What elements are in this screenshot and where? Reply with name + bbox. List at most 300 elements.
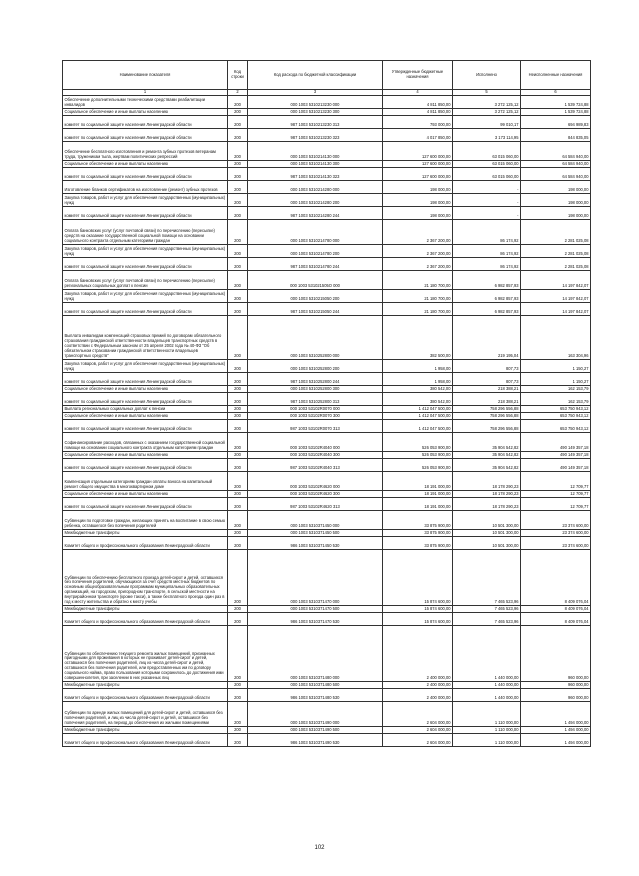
row-remaining-cell: 490 149 357,18 [521, 452, 591, 459]
row-executed-cell: 86 174,92 [453, 220, 521, 245]
row-budget-code-cell: 000 1003 531021505О 000 [248, 271, 383, 290]
row-approved-cell: 2 604 000,00 [383, 734, 453, 747]
row-budget-code-cell: 986 1003 5310371470 530 [248, 613, 383, 626]
row-name-cell: комитет по социальной защите населения Ленинградской области [63, 258, 228, 271]
row-line-code-cell: 200 [228, 511, 248, 530]
row-executed-cell: 7 465 523,96 [453, 606, 521, 613]
row-budget-code-cell: 986 1003 5310371450 530 [248, 537, 383, 550]
row-approved-cell: 21 180 700,00 [383, 290, 453, 303]
row-line-code-cell: 200 [228, 452, 248, 459]
row-executed-cell: 1 110 000,00 [453, 702, 521, 727]
table-row [63, 168, 591, 181]
row-name-cell: Субвенции по обеспечению бесплатного проезда детей-сирот и детей, оставшихся без попечения родителей, обучающихся за счет средств местных бюджетов по основным общеобразовательным программам муниципальных образовательных организаций, на городском, пригородном транспорте, в сельской местности на внутрирайонном транспорте (кроме такси), а также бесплатного проезда один раз в год к месту жительства и обратно к месту учебы [63, 550, 228, 606]
row-name-cell: комитет по социальной защите населения Ленинградской области [63, 207, 228, 220]
row-name-cell: комитет по социальной защите населения Ленинградской области [63, 393, 228, 406]
row-approved-cell: 382 500,00 [383, 316, 453, 360]
row-remaining-cell: 8 409 076,04 [521, 606, 591, 613]
row-approved-cell: 15 874 600,00 [383, 606, 453, 613]
row-executed-cell: 63 015 060,00 [453, 142, 521, 161]
row-executed-cell: 1 110 000,00 [453, 734, 521, 747]
row-remaining-cell: 960 000,00 [521, 626, 591, 682]
row-line-code-cell: 200 [228, 245, 248, 258]
row-line-code-cell: 200 [228, 207, 248, 220]
table-row [63, 109, 591, 116]
header-line-code: Код строки [228, 61, 248, 90]
row-name-cell: Комитет общего и профессионального образования Ленинградской области [63, 689, 228, 702]
header-indicator-name: Наименование показателя [63, 61, 228, 90]
row-approved-cell: 127 600 000,00 [383, 168, 453, 181]
row-executed-cell: 10 501 300,00 [453, 530, 521, 537]
table-row [63, 373, 591, 386]
column-number: 2 [228, 90, 248, 96]
row-executed-cell: 1 110 000,00 [453, 727, 521, 734]
row-approved-cell: 2 400 000,00 [383, 626, 453, 682]
row-line-code-cell: 200 [228, 373, 248, 386]
row-approved-cell: 15 874 600,00 [383, 613, 453, 626]
table-row [63, 498, 591, 511]
row-approved-cell: 127 600 000,00 [383, 161, 453, 168]
table-row [63, 550, 591, 606]
row-line-code-cell: 200 [228, 734, 248, 747]
row-line-code-cell: 200 [228, 109, 248, 116]
row-executed-cell: 10 501 300,00 [453, 511, 521, 530]
row-name-cell: Комитет общего и профессионального образования Ленинградской области [63, 734, 228, 747]
row-remaining-cell: 653 750 943,12 [521, 406, 591, 413]
row-remaining-cell: 12 709,77 [521, 472, 591, 491]
row-remaining-cell: 490 149 357,18 [521, 459, 591, 472]
row-executed-cell: - [453, 181, 521, 194]
row-budget-code-cell: 987 1003 5310252800 244 [248, 373, 383, 386]
row-budget-code-cell: 987 1003 5310214280 244 [248, 207, 383, 220]
row-name-cell: Межбюджетные трансферты [63, 727, 228, 734]
row-budget-code-cell: 000 1003 5310371470 500 [248, 606, 383, 613]
row-executed-cell: 63 015 060,00 [453, 161, 521, 168]
row-line-code-cell: 200 [228, 142, 248, 161]
row-executed-cell: 3 272 125,12 [453, 109, 521, 116]
row-approved-cell: 198 000,00 [383, 181, 453, 194]
row-budget-code-cell: 000 1003 5310371490 000 [248, 702, 383, 727]
row-budget-code-cell: 000 1003 53102R4040 000 [248, 433, 383, 452]
row-approved-cell: 2 400 000,00 [383, 689, 453, 702]
header-remaining: Неисполненные назначения [521, 61, 591, 90]
row-name-cell: Софинансирование расходов, связанных с оказанием государственной социальной помощи на основании социального контракта отдельным категориям граждан [63, 433, 228, 452]
table-row [63, 413, 591, 420]
row-budget-code-cell: 000 1003 5310252800 300 [248, 386, 383, 393]
row-name-cell: Изготовление бланков сертификатов на изготовление (ремонт) зубных протезов [63, 181, 228, 194]
row-approved-cell: 33 875 900,00 [383, 530, 453, 537]
row-remaining-cell: 14 197 842,07 [521, 303, 591, 316]
row-executed-cell: - [453, 194, 521, 207]
table-row [63, 433, 591, 452]
row-executed-cell: 3 173 114,95 [453, 129, 521, 142]
row-line-code-cell: 200 [228, 682, 248, 689]
row-executed-cell: 35 904 542,82 [453, 459, 521, 472]
row-approved-cell: 1 412 047 500,00 [383, 406, 453, 413]
row-line-code-cell: 200 [228, 303, 248, 316]
table-row [63, 626, 591, 682]
row-line-code-cell: 200 [228, 472, 248, 491]
row-line-code-cell: 200 [228, 413, 248, 420]
row-executed-cell: 758 296 556,88 [453, 420, 521, 433]
row-line-code-cell: 200 [228, 393, 248, 406]
row-approved-cell: 2 367 200,00 [383, 258, 453, 271]
row-approved-cell: 1 412 047 500,00 [383, 420, 453, 433]
column-number: 6 [521, 90, 591, 96]
row-approved-cell: 2 604 000,00 [383, 702, 453, 727]
row-remaining-cell: 14 197 842,07 [521, 271, 591, 290]
row-line-code-cell: 200 [228, 433, 248, 452]
row-executed-cell: 1 440 000,00 [453, 626, 521, 682]
row-approved-cell: 4 017 850,00 [383, 129, 453, 142]
table-row [63, 406, 591, 413]
row-line-code-cell: 200 [228, 606, 248, 613]
table-row [63, 290, 591, 303]
row-name-cell: комитет по социальной защите населения Ленинградской области [63, 168, 228, 181]
row-budget-code-cell: 000 1003 5310214130 300 [248, 161, 383, 168]
row-approved-cell: 15 874 600,00 [383, 550, 453, 606]
table-row [63, 271, 591, 290]
row-budget-code-cell: 000 1003 5310214130 000 [248, 142, 383, 161]
row-remaining-cell: 490 149 357,18 [521, 433, 591, 452]
row-approved-cell: 198 000,00 [383, 207, 453, 220]
row-name-cell: Выплата инвалидам компенсаций страховых премий по договорам обязательного страхования гражданской ответственности владельцев транспортных средств в соответствии с Федеральным законом от 25 апреля 2002 года № 40-ФЗ "Об обязательном страховании гражданской ответственности владельцев транспортных средств" [63, 316, 228, 360]
row-remaining-cell: 1 539 724,88 [521, 109, 591, 116]
row-executed-cell: 758 296 556,88 [453, 413, 521, 420]
row-budget-code-cell: 000 1003 5310371450 000 [248, 511, 383, 530]
table-row [63, 142, 591, 161]
row-remaining-cell: 198 000,00 [521, 207, 591, 220]
row-budget-code-cell: 986 1003 5310371490 530 [248, 734, 383, 747]
row-line-code-cell: 200 [228, 537, 248, 550]
row-remaining-cell: 2 281 025,08 [521, 245, 591, 258]
column-number: 5 [453, 90, 521, 96]
row-line-code-cell: 200 [228, 491, 248, 498]
column-number: 4 [383, 90, 453, 96]
row-budget-code-cell: 987 1003 53102R4040 313 [248, 459, 383, 472]
table-row [63, 220, 591, 245]
row-executed-cell: 63 015 060,00 [453, 168, 521, 181]
header-budget-code: Код расхода по бюджетной классификации [248, 61, 383, 90]
row-remaining-cell: 1 150,27 [521, 360, 591, 373]
row-name-cell: Социальное обеспечение и иные выплаты населению [63, 452, 228, 459]
row-name-cell: Оплата банковских услуг (услуг почтовой связи) по перечислению (пересылке) региональных социальных доплат к пенсии [63, 271, 228, 290]
row-line-code-cell: 200 [228, 420, 248, 433]
row-name-cell: комитет по социальной защите населения Ленинградской области [63, 116, 228, 129]
table-row [63, 303, 591, 316]
row-remaining-cell: 960 000,00 [521, 689, 591, 702]
row-name-cell: Компенсация отдельным категориям граждан оплаты взноса на капитальный ремонт общего имущества в многоквартирном доме [63, 472, 228, 491]
row-executed-cell: 18 178 290,23 [453, 491, 521, 498]
row-remaining-cell: 163 304,96 [521, 316, 591, 360]
row-line-code-cell: 200 [228, 459, 248, 472]
row-name-cell: Субвенции по обеспечению текущего ремонта жилых помещений, признанных пригодными для проживания в которых не проживает детей-сирот и детей, оставшихся без попечения родителей, лиц из числа детей-сирот и детей, оставшихся без попечения родителей, или предоставленных им по договору социального найма, право пользования которыми сохранилось до достижения ими совершеннолетия, при заселении в них указанных лиц [63, 626, 228, 682]
row-executed-cell: - [453, 207, 521, 220]
row-remaining-cell: 1 494 000,00 [521, 702, 591, 727]
row-executed-cell: 99 010,17 [453, 116, 521, 129]
row-name-cell: Социальное обеспечение и иные выплаты населению [63, 413, 228, 420]
row-budget-code-cell: 987 1003 5310252800 313 [248, 393, 383, 406]
row-line-code-cell: 200 [228, 258, 248, 271]
row-budget-code-cell: 000 1003 5310215050 200 [248, 290, 383, 303]
row-budget-code-cell: 000 1003 5310213230 300 [248, 109, 383, 116]
row-executed-cell: 1 440 000,00 [453, 682, 521, 689]
row-remaining-cell: 1 494 000,00 [521, 734, 591, 747]
row-approved-cell: 2 604 000,00 [383, 727, 453, 734]
row-line-code-cell: 200 [228, 498, 248, 511]
budget-execution-table [62, 60, 591, 747]
row-name-cell: комитет по социальной защите населения Ленинградской области [63, 129, 228, 142]
row-name-cell: Комитет общего и профессионального образования Ленинградской области [63, 537, 228, 550]
row-line-code-cell: 200 [228, 550, 248, 606]
table-row [63, 245, 591, 258]
row-line-code-cell: 200 [228, 220, 248, 245]
row-remaining-cell: 653 750 943,12 [521, 413, 591, 420]
row-executed-cell: 18 178 290,23 [453, 472, 521, 491]
row-remaining-cell: 2 281 025,08 [521, 220, 591, 245]
table-row [63, 393, 591, 406]
row-name-cell: Комитет общего и профессионального образования Ленинградской области [63, 613, 228, 626]
row-executed-cell: 3 272 125,12 [453, 96, 521, 109]
row-remaining-cell: 694 989,83 [521, 116, 591, 129]
row-name-cell: Межбюджетные трансферты [63, 606, 228, 613]
row-remaining-cell: 162 153,79 [521, 393, 591, 406]
table-row [63, 682, 591, 689]
row-budget-code-cell: 987 1003 5310213230 313 [248, 116, 383, 129]
row-name-cell: комитет по социальной защите населения Ленинградской области [63, 373, 228, 386]
table-row [63, 689, 591, 702]
row-line-code-cell: 200 [228, 613, 248, 626]
row-budget-code-cell: 000 1003 5310371480 500 [248, 682, 383, 689]
row-name-cell: Социальное обеспечение и иные выплаты населению [63, 109, 228, 116]
row-remaining-cell: 198 000,00 [521, 194, 591, 207]
row-name-cell: Субвенции по подготовке граждан, желающих принять на воспитание в свою семью ребенка, оставшегося без попечения родителей [63, 511, 228, 530]
row-name-cell: Обеспечение дополнительными техническими средствами реабилитации инвалидов [63, 96, 228, 109]
row-approved-cell: 21 180 700,00 [383, 303, 453, 316]
page-number: 102 [314, 845, 325, 851]
row-executed-cell: 218 388,21 [453, 386, 521, 393]
row-line-code-cell: 200 [228, 290, 248, 303]
row-name-cell: Субвенции по аренде жилых помещений для детей-сирот и детей, оставшихся без попечения родителей, и лиц из числа детей-сирот и детей, оставшихся без попечения родителей, на период до обеспечения их жилыми помещениями [63, 702, 228, 727]
table-row [63, 129, 591, 142]
column-number: 3 [248, 90, 383, 96]
table-row [63, 537, 591, 550]
row-executed-cell: 35 904 542,82 [453, 433, 521, 452]
row-budget-code-cell: 987 1003 53102R0070 313 [248, 420, 383, 433]
row-remaining-cell: 198 000,00 [521, 181, 591, 194]
row-name-cell: комитет по социальной защите населения Ленинградской области [63, 498, 228, 511]
row-line-code-cell: 200 [228, 530, 248, 537]
table-row [63, 511, 591, 530]
table-row [63, 530, 591, 537]
row-approved-cell: 18 191 000,00 [383, 472, 453, 491]
row-approved-cell: 1 958,00 [383, 373, 453, 386]
table-row [63, 194, 591, 207]
row-budget-code-cell: 987 1003 5310215050 244 [248, 303, 383, 316]
row-line-code-cell: 200 [228, 168, 248, 181]
row-approved-cell: 380 542,00 [383, 386, 453, 393]
row-executed-cell: 6 982 857,93 [453, 271, 521, 290]
row-line-code-cell: 200 [228, 116, 248, 129]
row-executed-cell: 10 501 300,00 [453, 537, 521, 550]
row-budget-code-cell: 987 1003 53102R4620 313 [248, 498, 383, 511]
row-approved-cell: 526 053 900,00 [383, 459, 453, 472]
table-row [63, 316, 591, 360]
row-approved-cell: 4 811 850,00 [383, 96, 453, 109]
row-executed-cell: 35 904 542,82 [453, 452, 521, 459]
row-line-code-cell: 200 [228, 161, 248, 168]
row-remaining-cell: 844 835,05 [521, 129, 591, 142]
row-remaining-cell: 14 197 842,07 [521, 290, 591, 303]
table-row [63, 360, 591, 373]
table-header-row [63, 61, 591, 90]
row-budget-code-cell: 987 1003 5310214780 244 [248, 258, 383, 271]
table-row [63, 727, 591, 734]
row-remaining-cell: 12 709,77 [521, 498, 591, 511]
row-name-cell: комитет по социальной защите населения Ленинградской области [63, 420, 228, 433]
table-row [63, 702, 591, 727]
row-approved-cell: 1 412 047 500,00 [383, 413, 453, 420]
row-remaining-cell: 64 584 940,00 [521, 142, 591, 161]
row-name-cell: Социальное обеспечение и иные выплаты населению [63, 386, 228, 393]
row-line-code-cell: 200 [228, 181, 248, 194]
row-approved-cell: 18 191 000,00 [383, 498, 453, 511]
row-budget-code-cell: 000 1003 5310214780 000 [248, 220, 383, 245]
row-executed-cell: 86 174,92 [453, 245, 521, 258]
row-line-code-cell: 200 [228, 271, 248, 290]
row-executed-cell: 807,73 [453, 373, 521, 386]
table-row [63, 258, 591, 271]
row-name-cell: Закупка товаров, работ и услуг для обеспечения государственных (муниципальных) нужд [63, 194, 228, 207]
table-row [63, 606, 591, 613]
table-row [63, 472, 591, 491]
row-budget-code-cell: 987 1003 5310213230 323 [248, 129, 383, 142]
row-remaining-cell: 12 709,77 [521, 491, 591, 498]
row-executed-cell: 86 174,92 [453, 258, 521, 271]
row-executed-cell: 758 296 556,88 [453, 406, 521, 413]
row-budget-code-cell: 000 1003 5310252800 000 [248, 316, 383, 360]
row-remaining-cell: 653 750 943,12 [521, 420, 591, 433]
row-remaining-cell: 64 584 940,00 [521, 168, 591, 181]
table-row [63, 161, 591, 168]
row-budget-code-cell: 000 1003 53102R0070 300 [248, 413, 383, 420]
header-approved: Утвержденные бюджетные назначения [383, 61, 453, 90]
row-line-code-cell: 200 [228, 129, 248, 142]
row-line-code-cell: 200 [228, 194, 248, 207]
table-row [63, 613, 591, 626]
row-executed-cell: 218 388,21 [453, 393, 521, 406]
row-remaining-cell: 1 539 724,88 [521, 96, 591, 109]
row-budget-code-cell: 000 1003 53102R4040 300 [248, 452, 383, 459]
row-budget-code-cell: 000 1003 53102R0070 000 [248, 406, 383, 413]
row-budget-code-cell: 000 1003 5310371470 000 [248, 550, 383, 606]
row-remaining-cell: 2 281 025,08 [521, 258, 591, 271]
row-remaining-cell: 64 584 940,00 [521, 161, 591, 168]
row-executed-cell: 807,73 [453, 360, 521, 373]
row-remaining-cell: 23 374 600,00 [521, 511, 591, 530]
row-approved-cell: 793 000,00 [383, 116, 453, 129]
table-row [63, 116, 591, 129]
table-row [63, 734, 591, 747]
row-name-cell: Выплата региональных социальных доплат к пенсии [63, 406, 228, 413]
row-executed-cell: 6 982 857,93 [453, 303, 521, 316]
row-name-cell: Межбюджетные трансферты [63, 530, 228, 537]
table-row [63, 459, 591, 472]
row-approved-cell: 1 958,00 [383, 360, 453, 373]
row-budget-code-cell: 000 1003 5310213230 000 [248, 96, 383, 109]
row-approved-cell: 21 180 700,00 [383, 271, 453, 290]
row-budget-code-cell: 000 1003 5310371480 000 [248, 626, 383, 682]
row-budget-code-cell: 000 1003 53102R4620 300 [248, 491, 383, 498]
row-name-cell: Обеспечение бесплатного изготовления и ремонта зубных протезов ветеранам труда, труженикам тыла, жертвам политических репрессий [63, 142, 228, 161]
row-remaining-cell: 23 374 600,00 [521, 537, 591, 550]
row-line-code-cell: 200 [228, 316, 248, 360]
row-name-cell: Закупка товаров, работ и услуг для обеспечения государственных (муниципальных) нужд [63, 290, 228, 303]
table-body [63, 96, 591, 747]
row-name-cell: Социальное обеспечение и иные выплаты населению [63, 161, 228, 168]
row-line-code-cell: 200 [228, 626, 248, 682]
table-row [63, 207, 591, 220]
row-approved-cell: 18 191 000,00 [383, 491, 453, 498]
row-executed-cell: 1 440 000,00 [453, 689, 521, 702]
row-name-cell: комитет по социальной защите населения Ленинградской области [63, 303, 228, 316]
table-row [63, 386, 591, 393]
table-row [63, 181, 591, 194]
row-name-cell: Межбюджетные трансферты [63, 682, 228, 689]
row-executed-cell: 6 982 857,93 [453, 290, 521, 303]
row-budget-code-cell: 987 1003 5310214130 323 [248, 168, 383, 181]
table-row [63, 420, 591, 433]
row-name-cell: Закупка товаров, работ и услуг для обеспечения государственных (муниципальных) нужд [63, 360, 228, 373]
row-remaining-cell: 23 374 600,00 [521, 530, 591, 537]
row-approved-cell: 2 367 200,00 [383, 220, 453, 245]
row-remaining-cell: 8 409 076,04 [521, 550, 591, 606]
table-row [63, 491, 591, 498]
row-line-code-cell: 200 [228, 727, 248, 734]
row-budget-code-cell: 000 1003 5310214280 000 [248, 181, 383, 194]
row-approved-cell: 2 400 000,00 [383, 682, 453, 689]
row-approved-cell: 127 600 000,00 [383, 142, 453, 161]
row-name-cell: Оплата банковских услуг (услуг почтовой связи) по перечислению (пересылке) средств на оказание государственной социальной помощи на основании социального контракта отдельным категориям граждан [63, 220, 228, 245]
row-approved-cell: 380 542,00 [383, 393, 453, 406]
row-line-code-cell: 200 [228, 406, 248, 413]
row-budget-code-cell: 000 1003 5310214780 200 [248, 245, 383, 258]
row-line-code-cell: 200 [228, 702, 248, 727]
row-name-cell: Закупка товаров, работ и услуг для обеспечения государственных (муниципальных) нужд [63, 245, 228, 258]
row-line-code-cell: 200 [228, 386, 248, 393]
row-remaining-cell: 162 153,79 [521, 386, 591, 393]
row-name-cell: Социальное обеспечение и иные выплаты населению [63, 491, 228, 498]
row-remaining-cell: 1 494 000,00 [521, 727, 591, 734]
row-approved-cell: 198 000,00 [383, 194, 453, 207]
header-executed: Исполнено [453, 61, 521, 90]
row-line-code-cell: 200 [228, 689, 248, 702]
row-executed-cell: 7 465 523,96 [453, 613, 521, 626]
row-budget-code-cell: 000 1003 5310214280 200 [248, 194, 383, 207]
row-executed-cell: 18 178 290,23 [453, 498, 521, 511]
table-row [63, 96, 591, 109]
row-budget-code-cell: 000 1003 5310371490 500 [248, 727, 383, 734]
row-line-code-cell: 200 [228, 360, 248, 373]
row-executed-cell: 7 465 523,96 [453, 550, 521, 606]
column-number: 1 [63, 90, 228, 96]
row-approved-cell: 526 053 900,00 [383, 433, 453, 452]
row-line-code-cell: 200 [228, 96, 248, 109]
row-remaining-cell: 960 000,00 [521, 682, 591, 689]
row-budget-code-cell: 000 1003 5310371450 500 [248, 530, 383, 537]
row-approved-cell: 526 053 900,00 [383, 452, 453, 459]
row-name-cell: комитет по социальной защите населения Ленинградской области [63, 459, 228, 472]
row-budget-code-cell: 000 1003 5310252800 200 [248, 360, 383, 373]
